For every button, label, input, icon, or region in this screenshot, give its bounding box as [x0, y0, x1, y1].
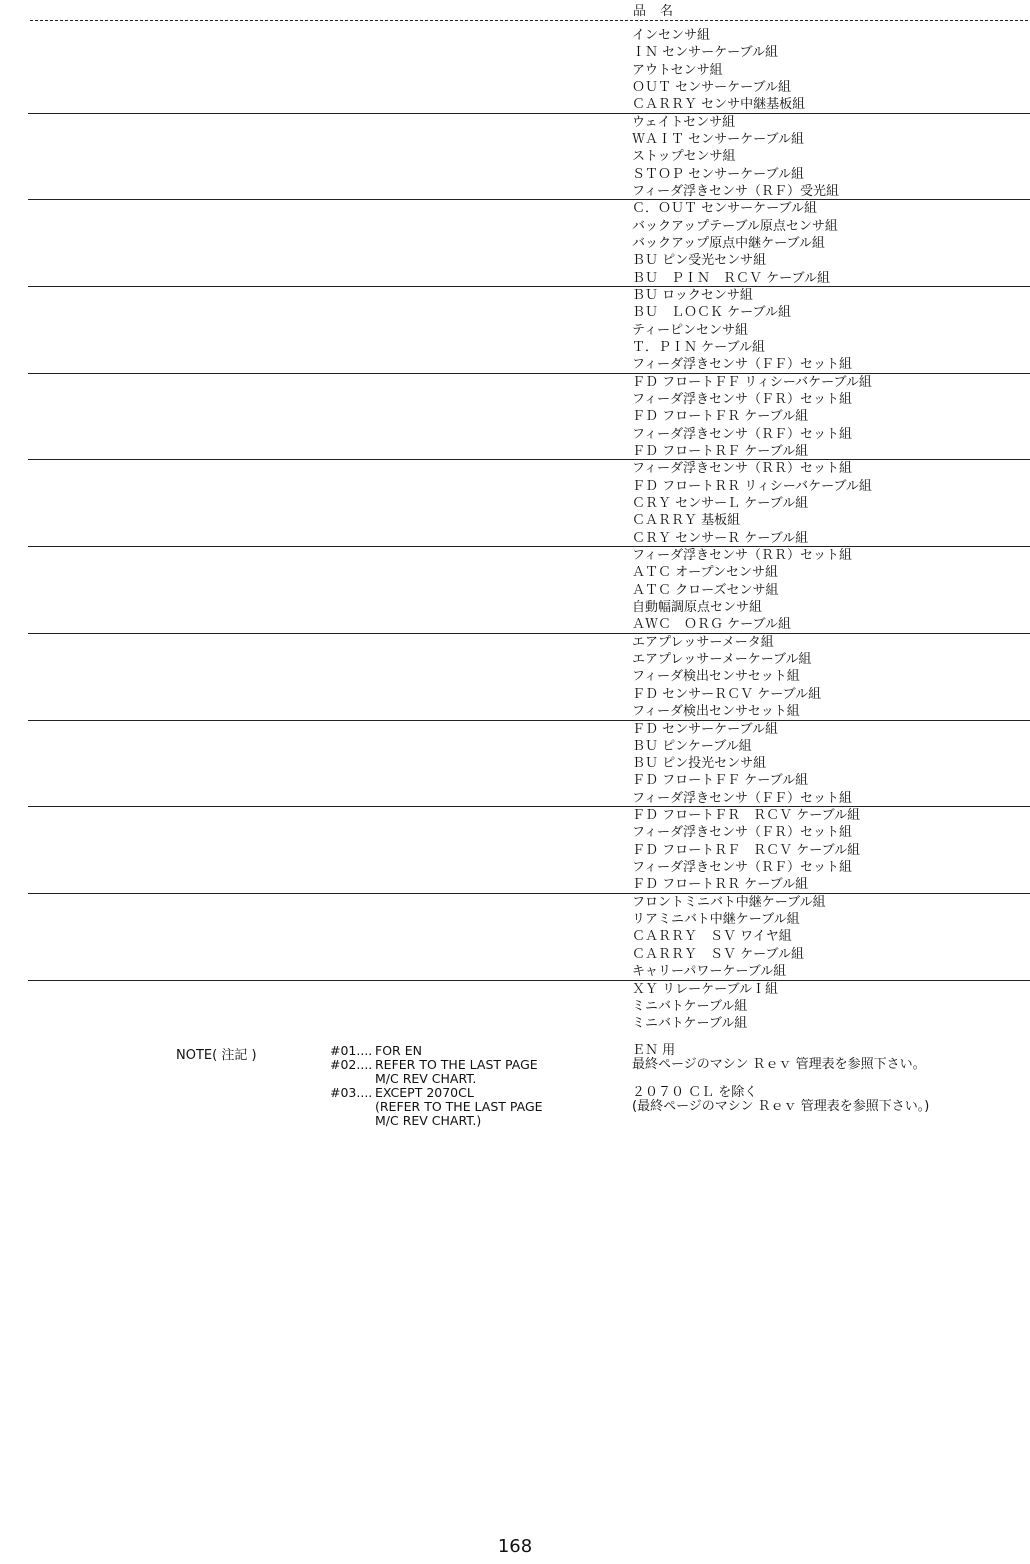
- part-name: ストップセンサ組: [632, 149, 736, 165]
- part-name: ＡＷＣ ＯＲＧ ケーブル組: [632, 617, 791, 633]
- part-name: ＣＲＹ センサーＲ ケーブル組: [632, 530, 809, 546]
- part-name: ＡＴＣ クローズセンサ組: [632, 582, 779, 598]
- notes-label: NOTE( 注記 ): [176, 1048, 257, 1063]
- part-name: ミニバトケーブル組: [632, 998, 748, 1014]
- parts-group: [0, 981, 1030, 1036]
- part-name: ＷＡＩＴ センサーケーブル組: [632, 131, 804, 147]
- part-name: フィーダ浮きセンサ（ＲＦ）受光組: [632, 183, 839, 199]
- note-code: #02....: [330, 1057, 373, 1072]
- part-name: フィーダ浮きセンサ（ＦＲ）セット組: [632, 825, 852, 841]
- part-name: フィーダ浮きセンサ（ＦＦ）セット組: [632, 790, 852, 806]
- part-name: ＦＤ フロートＦＲ ケーブル組: [632, 409, 809, 425]
- part-name: ＦＤ フロートＦＲ ＲＣＶ ケーブル組: [632, 808, 861, 824]
- part-name: ミニバトケーブル組: [632, 1016, 748, 1032]
- part-name: ＡＴＣ オープンセンサ組: [632, 565, 778, 581]
- part-name: エアプレッサーメータ組: [632, 634, 774, 650]
- part-name: フィーダ検出センサセット組: [632, 704, 800, 719]
- part-name: キャリーパワーケーブル組: [632, 964, 787, 980]
- parts-group: [0, 721, 1030, 808]
- part-name: ＢＵ ＬＯＣＫ ケーブル組: [632, 305, 791, 321]
- part-name: ＣＡＲＲＹ ＳＶ ケーブル組: [632, 946, 804, 962]
- part-name: ＢＵ ピン受光センサ組: [632, 253, 767, 269]
- part-name: ＸＹ リレーケーブルＩ組: [632, 981, 778, 997]
- part-name: Ｃ．ＯＵＴ センサーケーブル組: [632, 201, 817, 217]
- part-name: ＣＡＲＲＹ ＳＶ ワイヤ組: [632, 929, 792, 945]
- parts-group: [0, 287, 1030, 374]
- part-name: フィーダ浮きセンサ（ＲＲ）セット組: [632, 548, 852, 564]
- page-number: 168: [497, 1536, 533, 1557]
- part-name: インセンサ組: [632, 28, 711, 43]
- column-header-item-name: 品 名: [633, 4, 674, 19]
- parts-group: [0, 200, 1030, 287]
- note-japanese: ２０７０ ＣＬ を除く (最終ページのマシン Ｒｅｖ 管理表を参照下さい。): [632, 1085, 930, 1114]
- note-code: #01....: [330, 1043, 373, 1058]
- parts-group: [0, 547, 1030, 634]
- part-name: ティーピンセンサ組: [632, 322, 748, 338]
- part-name: ＢＵ ピンケーブル組: [632, 738, 752, 754]
- part-name: フィーダ検出センサセット組: [632, 669, 800, 685]
- parts-group: [0, 807, 1030, 894]
- parts-group: [0, 114, 1030, 201]
- part-name: フィーダ浮きセンサ（ＦＲ）セット組: [632, 392, 852, 408]
- header-dashed-line: [30, 20, 1028, 21]
- part-name: ＦＤ センサーケーブル組: [632, 721, 778, 737]
- part-name: リアミニバト中継ケーブル組: [632, 912, 800, 928]
- part-name: フィーダ浮きセンサ（ＦＦ）セット組: [632, 357, 852, 373]
- part-name: ＦＤ フロートＲＦ ケーブル組: [632, 443, 809, 459]
- part-name: エアプレッサーメーケーブル組: [632, 652, 812, 668]
- part-name: バックアップ原点中継ケーブル組: [632, 235, 825, 251]
- note-japanese: ＥＮ 用: [632, 1043, 676, 1058]
- part-name: フロントミニバト中継ケーブル組: [632, 894, 826, 910]
- parts-group: [0, 27, 1030, 114]
- part-name: ＦＤ センサーＲＣＶ ケーブル組: [632, 686, 822, 702]
- part-name: ＣＲＹ センサーＬ ケーブル組: [632, 496, 809, 512]
- part-name: フィーダ浮きセンサ（ＲＲ）セット組: [632, 461, 852, 477]
- part-name: ＩＮ センサーケーブル組: [632, 45, 778, 61]
- note-japanese: 最終ページのマシン Ｒｅｖ 管理表を参照下さい。: [632, 1057, 926, 1072]
- part-name: ＣＡＲＲＹ 基板組: [632, 513, 741, 529]
- part-name: ＦＤ フロートＲＲ ケーブル組: [632, 877, 809, 893]
- part-name: ＦＤ フロートＦＦ ケーブル組: [632, 773, 809, 789]
- part-name: ＢＵ ＰＩＮ ＲＣＶ ケーブル組: [632, 270, 830, 286]
- parts-list: [0, 27, 1030, 1036]
- parts-group: [0, 894, 1030, 981]
- part-name: ＦＤ フロートＲＦ ＲＣＶ ケーブル組: [632, 842, 861, 858]
- part-name: ＦＤ フロートＲＲ リィシーバケーブル組: [632, 478, 872, 494]
- parts-group: [0, 460, 1030, 547]
- part-name: ウェイトセンサ組: [632, 114, 736, 130]
- part-name: フィーダ浮きセンサ（ＲＦ）セット組: [632, 860, 852, 876]
- note-english: REFER TO THE LAST PAGE M/C REV CHART.: [375, 1057, 538, 1086]
- note-code: #03....: [330, 1085, 373, 1100]
- part-name: バックアップテーブル原点センサ組: [632, 218, 838, 234]
- part-name: Ｔ．ＰＩＮ ケーブル組: [632, 339, 765, 355]
- parts-group: [0, 374, 1030, 461]
- part-name: ＯＵＴ センサーケーブル組: [632, 79, 791, 95]
- part-name: ＣＡＲＲＹ センサ中継基板組: [632, 97, 806, 113]
- part-name: フィーダ浮きセンサ（ＲＦ）セット組: [632, 426, 852, 442]
- part-name: 自動幅調原点センサ組: [632, 600, 763, 616]
- part-name: ＢＵ ロックセンサ組: [632, 288, 753, 304]
- note-english: FOR EN: [375, 1043, 422, 1058]
- part-name: アウトセンサ組: [632, 62, 723, 78]
- parts-group: [0, 634, 1030, 721]
- part-name: ＦＤ フロートＦＦ リィシーバケーブル組: [632, 374, 872, 390]
- note-english: EXCEPT 2070CL (REFER TO THE LAST PAGE M/C REV CHART.): [375, 1085, 543, 1128]
- part-name: ＳＴＯＰ センサーケーブル組: [632, 166, 804, 182]
- part-name: ＢＵ ピン投光センサ組: [632, 756, 767, 772]
